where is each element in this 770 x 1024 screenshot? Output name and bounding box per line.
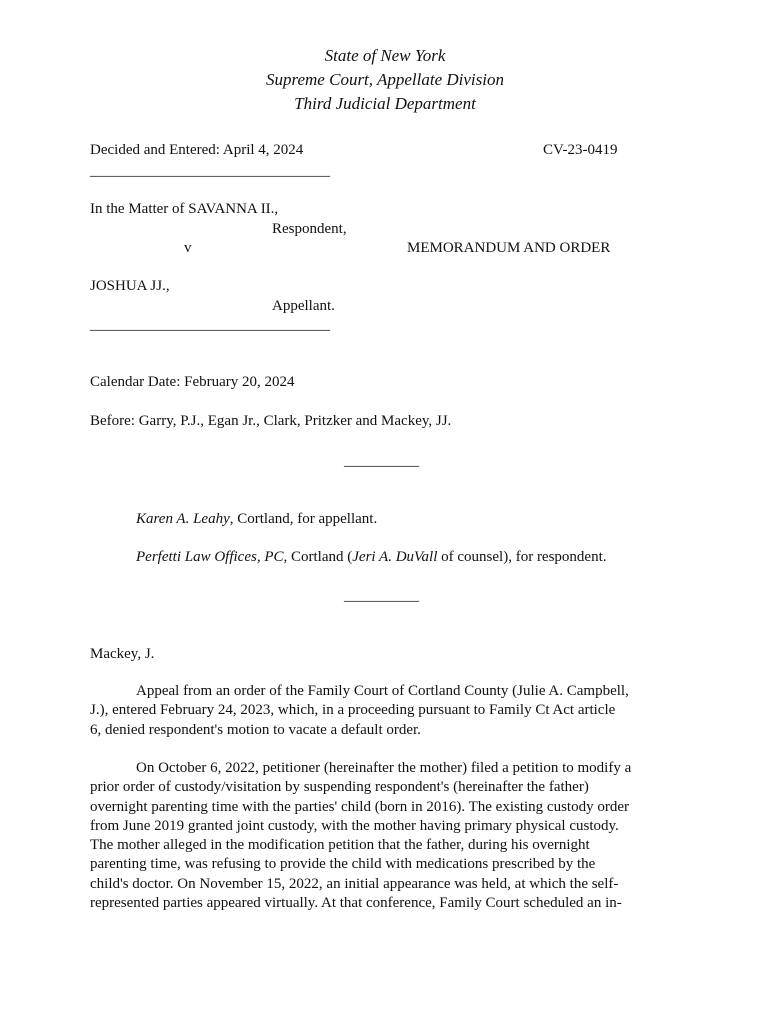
appellant-counsel xyxy=(136,509,377,529)
versus: v xyxy=(184,240,192,256)
paragraph-line: Appeal from an order of the Family Court of Cortland County (Julie A. Campbell, xyxy=(136,683,629,699)
paragraph-line: 6, denied respondent's motion to vacate a default order. xyxy=(90,721,421,738)
decided-date: Decided and Entered: April 4, 2024 xyxy=(90,142,304,158)
petitioner-role: Respondent, xyxy=(272,221,347,237)
opinion-paragraph-1 xyxy=(90,682,690,740)
caption-top-rule: ________________________________ xyxy=(90,163,330,179)
respondent-counsel-mid: , Cortland ( xyxy=(283,549,353,565)
order-title: MEMORANDUM AND ORDER xyxy=(407,240,611,256)
respondent-role: Appellant. xyxy=(272,298,335,314)
court-state: State of New York xyxy=(324,46,446,65)
paragraph-line: overnight parenting time with the parties' child (born in 2016). The existing custody order xyxy=(90,798,629,815)
court-department: Third Judicial Department xyxy=(294,94,476,113)
paragraph-line: from June 2019 granted joint custody, with the mother having primary physical custody. xyxy=(90,817,619,834)
appellant-attorney-name: Karen A. Leahy xyxy=(136,511,230,527)
respondent-counsel xyxy=(136,547,607,567)
separator-rule: __________ xyxy=(344,453,419,469)
calendar-date: Calendar Date: February 20, 2024 xyxy=(90,374,295,390)
respondent-attorney-name: Jeri A. DuVall xyxy=(352,549,438,565)
respondent-name: JOSHUA JJ., xyxy=(90,278,170,294)
opinion-paragraph-2 xyxy=(90,759,690,913)
court-name: Supreme Court, Appellate Division xyxy=(266,70,504,89)
separator-rule: __________ xyxy=(344,588,419,604)
appellant-counsel-rest: , Cortland, for appellant. xyxy=(229,511,378,527)
caption-bottom-rule: ________________________________ xyxy=(90,317,330,333)
paragraph-line: prior order of custody/visitation by suspending respondent's (hereinafter the father) xyxy=(90,779,589,796)
case-number: CV-23-0419 xyxy=(543,142,618,158)
bench-panel: Before: Garry, P.J., Egan Jr., Clark, Pritzker and Mackey, JJ. xyxy=(90,413,452,429)
paragraph-line: The mother alleged in the modification petition that the father, during his overnight xyxy=(90,837,590,854)
paragraph-line: J.), entered February 24, 2023, which, in a proceeding pursuant to Family Ct Act article xyxy=(90,702,616,719)
respondent-counsel-rest: of counsel), for respondent. xyxy=(437,549,607,565)
respondent-firm: Perfetti Law Offices, PC xyxy=(136,549,284,565)
opinion-author: Mackey, J. xyxy=(90,646,155,662)
paragraph-line: child's doctor. On November 15, 2022, an initial appearance was held, at which the self- xyxy=(90,875,619,892)
paragraph-line: parenting time, was refusing to provide the child with medications prescribed by the xyxy=(90,856,596,873)
paragraph-line: On October 6, 2022, petitioner (hereinafter the mother) filed a petition to modify a xyxy=(136,760,632,776)
paragraph-line: represented parties appeared virtually. At that conference, Family Court scheduled an in- xyxy=(90,895,622,912)
petitioner-line: In the Matter of SAVANNA II., xyxy=(90,201,279,217)
